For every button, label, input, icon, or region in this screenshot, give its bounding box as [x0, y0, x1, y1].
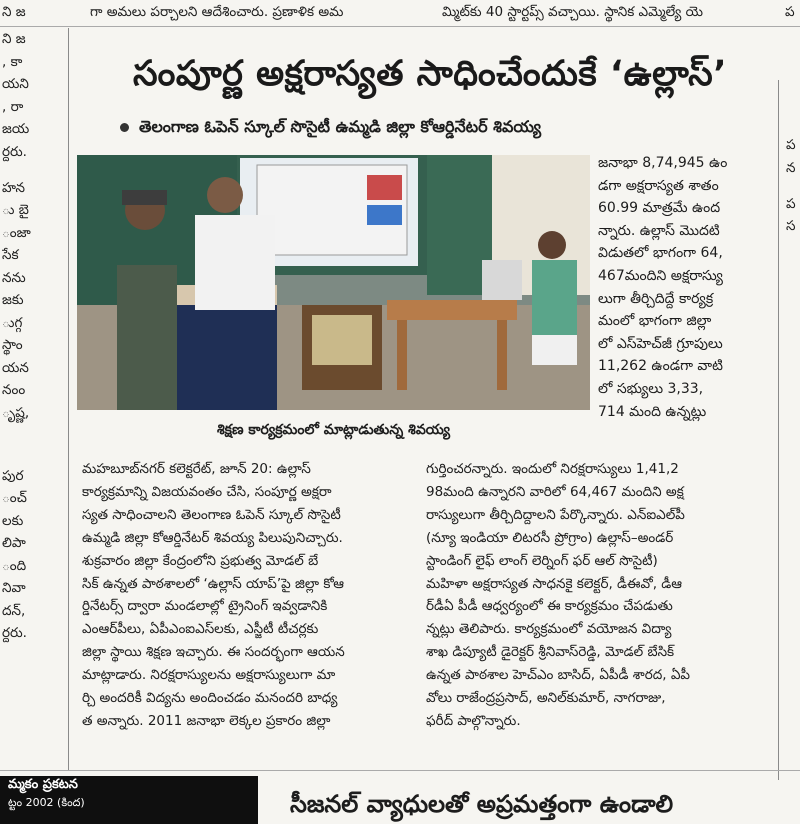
body-left-line: శుక్రవారం జిల్లా కేంద్రంలోని ప్రభుత్వ మోడల్ బే — [82, 552, 319, 569]
top-strip-middle: గా అమలు పర్చాలని ఆదేశించారు. ప్రణాళిక అమ — [90, 4, 344, 20]
right-column-line: స — [786, 218, 796, 234]
beside-photo-line: లో ఎస్‌హెచ్‌జీ గ్రూపులు — [598, 335, 723, 352]
left-column-line: యన — [2, 359, 29, 376]
left-column-line: ర్దరు. — [2, 625, 27, 641]
body-left-line: మహబూబ్‌నగర్ కలెక్టరేట్, జూన్ 20: ఉల్లాస్ — [82, 461, 311, 477]
right-column-line — [786, 80, 800, 94]
left-column-line: జకు — [2, 292, 24, 308]
beside-photo-line: 467మందిని అక్షరాస్యు — [598, 267, 723, 284]
left-column-line — [2, 451, 64, 465]
article-subhead-text: తెలంగాణ ఓపెన్ స్కూల్ సొసైటీ ఉమ్మడి జిల్లా కోఆర్డినేటర్ శివయ్య — [139, 117, 542, 136]
right-column-line — [786, 278, 800, 292]
left-column-line: , రా — [2, 98, 24, 115]
top-strip-left: ని జ — [2, 4, 26, 20]
left-column-line: నను — [2, 269, 26, 286]
article-headline: సంపూర్ణ అక్షరాస్యత సాధించేందుకే ‘ఉల్లాస్’ — [133, 54, 727, 94]
left-column-line: లిపా — [2, 535, 26, 551]
right-column-line — [786, 265, 800, 279]
right-column-line: ప — [786, 195, 796, 212]
right-column-line — [786, 494, 800, 508]
body-right-line: స్టాండింగ్ లైఫ్ లాంగ్ లెర్నింగ్ ఫర్ ఆల్ సొసైటీ) — [426, 552, 658, 569]
next-article-headline: సీజనల్ వ్యాధులతో అప్రమత్తంగా ఉండాలి — [290, 790, 674, 818]
body-left-line: త అన్నారు. 2011 జనాభా లెక్కల ప్రకారం జిల్లా — [82, 712, 331, 729]
left-column-line: యని — [2, 76, 29, 92]
left-column-line: ంచ్ — [2, 490, 27, 506]
left-column-line: ృష్ణ, — [2, 404, 30, 421]
right-column-line — [786, 346, 800, 360]
body-left-line: ర్చి అందరికీ విద్యను అందించడం మనందరి బాధ్య — [82, 690, 338, 707]
bottom-divider — [0, 770, 800, 771]
right-column-line — [786, 179, 800, 193]
right-column-line — [786, 467, 800, 481]
beside-photo-line: న్నారు. ఉల్లాస్ మొదటి — [598, 222, 720, 239]
left-column-line: ని జ — [2, 31, 26, 47]
right-column-line — [786, 386, 800, 400]
body-right-line: ఫరీద్ పాల్గొన్నారు. — [426, 712, 521, 729]
body-right-line: 98మంది ఉన్నారని వారిలో 64,467 మందిని అక్ష — [426, 483, 684, 500]
ad-line-2: ట్టం 2002 (కింద) — [8, 796, 85, 809]
left-column-line: హన — [2, 179, 26, 196]
left-column-line: లకు — [2, 512, 24, 529]
right-column-line — [786, 535, 800, 549]
body-right-line: ర్‌డీఏ పీడీ ఆధ్వర్యంలో ఈ కార్యక్రమం చేపడుతు — [426, 598, 673, 615]
left-column-fragment — [2, 28, 64, 768]
body-left-line: జిల్లా స్థాయి శిక్షణ ఇచ్చారు. ఈ సందర్భంగా ఆయన — [82, 644, 345, 661]
left-column-line: , కా — [2, 53, 23, 70]
beside-photo-column — [598, 152, 778, 442]
left-column-line: సేక — [2, 247, 19, 263]
body-left-line: ఎంఆర్‌పీలు, ఏపీఎంఐఎస్‌లకు, ఎస్జీటీ టీచర్లకు — [82, 621, 319, 638]
bullet-icon — [120, 123, 129, 132]
left-column-line: ర్దరు. — [2, 143, 27, 160]
body-left-line: కార్యక్రమాన్ని విజయవంతం చేసి, సంపూర్ణ అక్షరా — [82, 483, 332, 500]
right-column-line — [786, 454, 800, 468]
classroom-photo-illustration — [77, 155, 590, 410]
right-column-line — [786, 521, 800, 535]
left-column-line: ుగ్గ — [2, 314, 23, 331]
right-column-line — [786, 400, 800, 414]
article-photo — [77, 155, 590, 410]
body-right-line: వోలు రాజేంద్రప్రసాద్, అనిల్‌కుమార్, నాగరాజు, — [426, 690, 666, 707]
left-column-line: ంది — [2, 557, 27, 574]
right-column-line — [786, 94, 800, 108]
right-column-line — [786, 427, 800, 441]
right-column-line — [786, 305, 800, 319]
beside-photo-line: జనాభా 8,74,945 ఉం — [598, 155, 728, 171]
right-column-line — [786, 238, 800, 252]
beside-photo-line: మంలో భాగంగా జిల్లా — [598, 313, 712, 330]
right-column-line: న — [786, 159, 796, 176]
right-column-line: ప — [786, 137, 796, 153]
right-column-line — [786, 440, 800, 454]
beside-photo-line: 11,262 ఉండగా వాటి — [598, 358, 723, 375]
left-column-line: జయ — [2, 121, 30, 137]
right-column-divider — [778, 80, 779, 780]
left-column-line — [2, 424, 64, 438]
body-left-line: సిక్ ఉన్నత పాఠశాలలో ‘ఉల్లాస్ యాప్’పై జిల్లా కోఆ — [82, 575, 345, 592]
left-column-line: పుర — [2, 467, 24, 484]
body-right-line: శాఖ డిప్యూటీ డైరెక్టర్ శ్రీనివాస్‌రెడ్డి, మోడల్ బేసిక్ — [426, 644, 675, 661]
right-column-line — [786, 121, 800, 135]
article-body-left — [82, 458, 412, 738]
top-divider — [0, 26, 800, 27]
right-column-line — [786, 107, 800, 121]
body-right-line: న్నట్లు తెలిపారు. కార్యక్రమంలో వయోజన విద్యా — [426, 621, 672, 638]
top-strip — [0, 0, 800, 28]
article-subhead — [120, 116, 760, 138]
beside-photo-line: విడుతలో భాగంగా 64, — [598, 245, 723, 262]
left-column-line: నివా — [2, 580, 26, 596]
beside-photo-line: 60.99 మాత్రమే ఉంద — [598, 200, 721, 217]
left-column-line: ు బై — [2, 202, 29, 218]
right-column-line — [786, 251, 800, 265]
left-column-line: దన్, — [2, 602, 26, 619]
right-column-line — [786, 373, 800, 387]
right-column-line — [786, 359, 800, 373]
beside-photo-line: డగా అక్షరాస్యత శాతం — [598, 177, 719, 194]
left-column-divider — [68, 28, 69, 770]
body-right-line: గుర్తించరన్నారు. ఇందులో నిరక్షరాస్యులు 1,41,2 — [426, 461, 679, 477]
article-body-right — [426, 458, 778, 738]
left-column-line: నంం — [2, 382, 26, 398]
left-column-line: ంజా — [2, 224, 31, 241]
photo-caption: శిక్షణ కార్యక్రమంలో మాట్లాడుతున్న శివయ్య — [216, 422, 451, 438]
body-left-line: మాట్లాడారు. నిరక్షరాస్యులను అక్షరాస్యులుగా మా — [82, 667, 336, 684]
right-column-line — [786, 319, 800, 333]
body-left-line: ర్డినేటర్స్ ద్వారా మండలాల్లో ట్రైనింగ్ ఇవ్వడానికి — [82, 598, 328, 615]
right-column-fragment — [786, 80, 800, 780]
right-column-line — [786, 508, 800, 522]
beside-photo-line: లుగా తీర్చిదిద్దే కార్యక్ర — [598, 290, 714, 307]
body-right-line: రాస్యులుగా తీర్చిదిద్దాలని పేర్కొన్నారు. ఎన్‌ఐఎల్‌పీ — [426, 506, 685, 523]
body-left-line: ఉమ్మడి జిల్లా కోఆర్డినేటర్ శివయ్య పిలుపునిచ్చారు. — [82, 529, 343, 546]
left-column-line — [2, 438, 64, 452]
beside-photo-line: లో సభ్యులు 3,33, — [598, 380, 704, 397]
body-left-line: స్యత సాధించాలని తెలంగాణ ఓపెన్ స్కూల్ సొసైటీ — [82, 506, 341, 523]
body-right-line: మహిళా అక్షరాస్యత సాధనకై కలెక్టర్, డీఈవో, డీఆ — [426, 575, 683, 592]
right-column-line — [786, 332, 800, 346]
beside-photo-line: 714 మంది ఉన్నట్లు — [598, 403, 707, 420]
left-column-line — [2, 163, 64, 177]
right-column-line — [786, 481, 800, 495]
ad-line-1: మ్మకం ప్రకటన — [8, 777, 78, 792]
top-strip-right: మ్మిట్‌కు 40 స్టార్టప్స్ వచ్చాయి. స్థానిక ఎమ్మెల్యే యె — [442, 4, 704, 20]
body-right-line: (న్యూ ఇండియా లిటరసీ ప్రోగ్రాం) ఉల్లాస్–అండర్ — [426, 529, 674, 546]
top-strip-far-right: ప — [785, 4, 795, 20]
body-right-line: ఉన్నత పాఠశాల హెచ్‌ఎం బాసిద్, ఏపీడీ శారద, ఏపీ — [426, 667, 691, 684]
left-column-line: స్థాం — [2, 337, 23, 353]
right-column-line — [786, 413, 800, 427]
ad-box — [0, 776, 258, 824]
right-column-line — [786, 292, 800, 306]
